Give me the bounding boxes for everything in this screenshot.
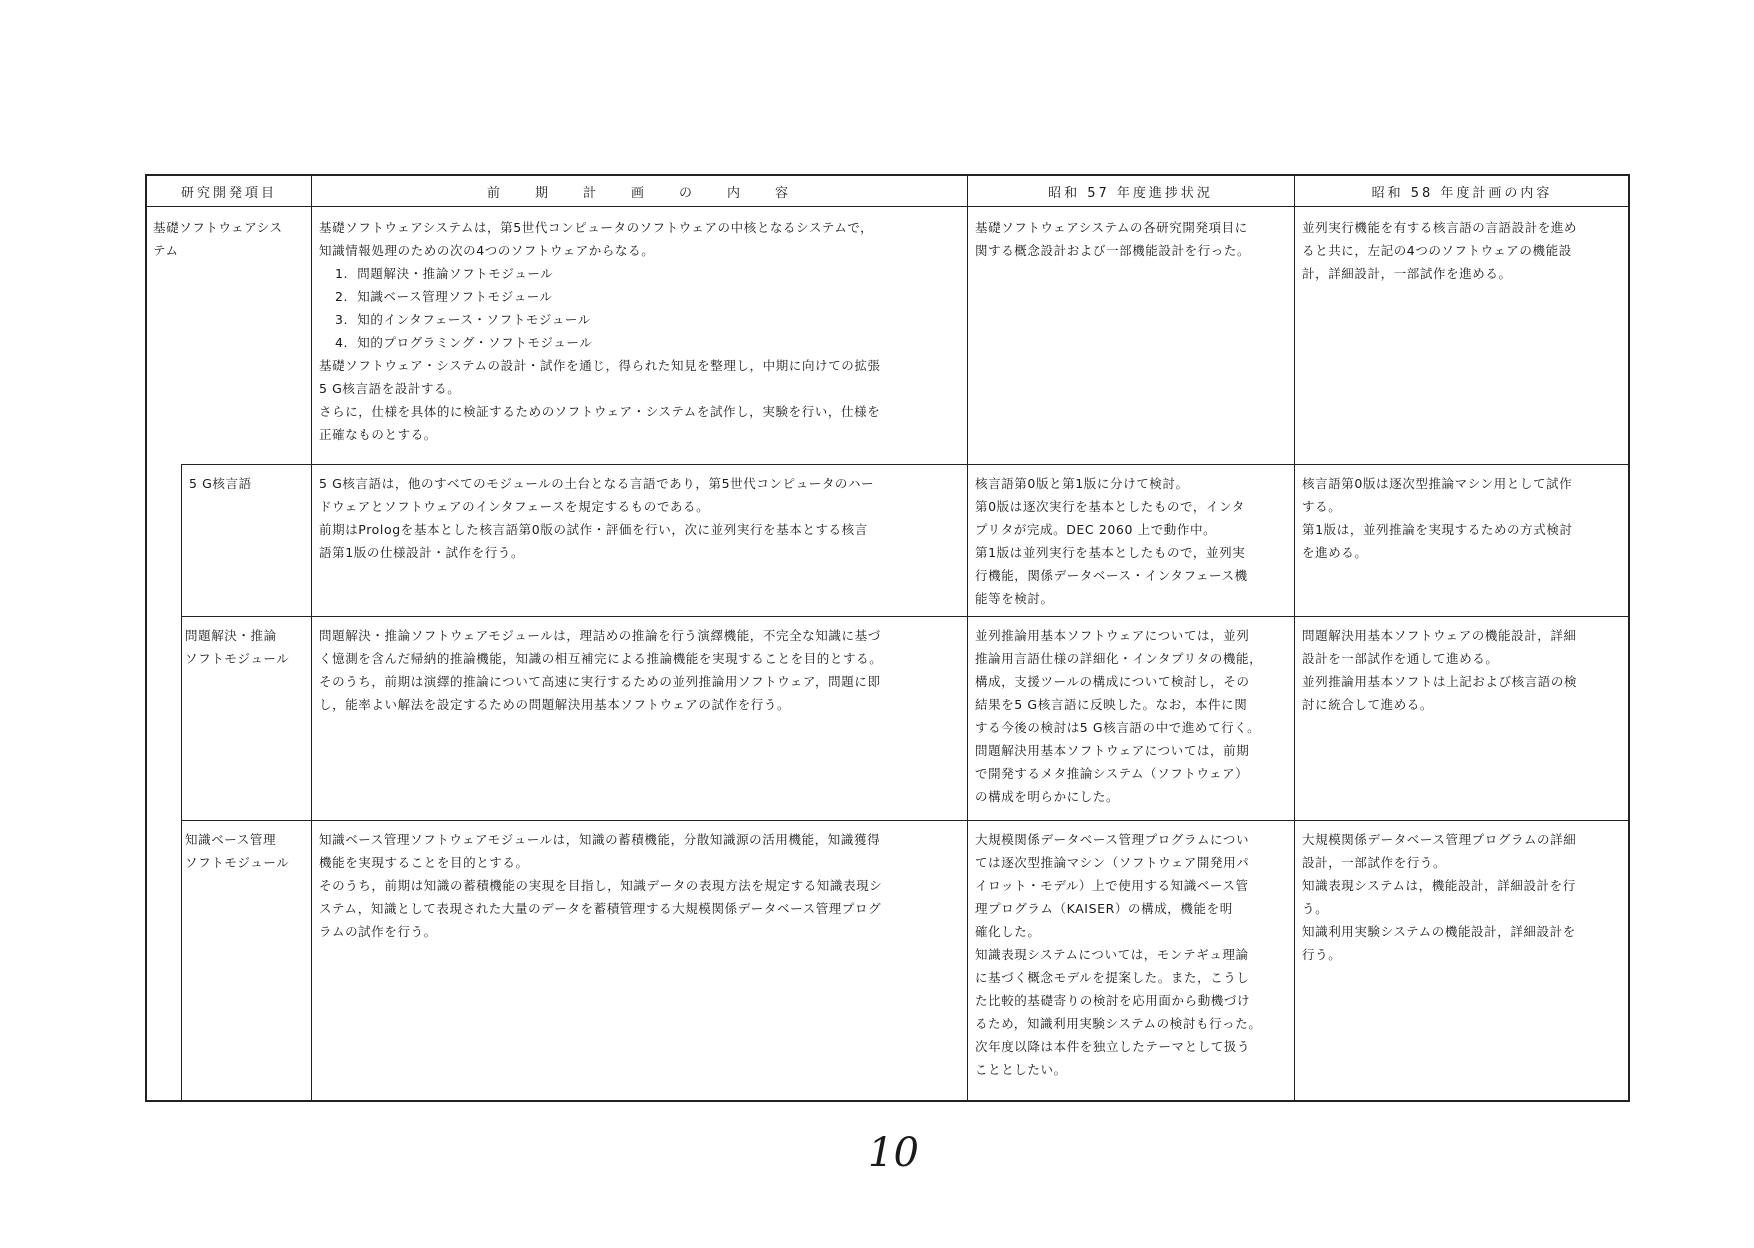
- row-status-line: 知識表現システムについては，モンテギュ理論: [975, 947, 1249, 962]
- row-status-line: 次年度以降は本件を独立したテーマとして扱う: [975, 1039, 1251, 1054]
- column-divider: [967, 176, 968, 1100]
- list-item: 3. 知的インタフェース・ソフトモジュール: [335, 312, 591, 327]
- row-plan-line: 正確なものとする。: [319, 427, 437, 442]
- row-plan-line: く憶測を含んだ帰納的推論機能，知識の相互補完による推論機能を実現することを目的とする。: [319, 651, 883, 666]
- row-status-line: ては逐次型推論マシン（ソフトウェア開発用パ: [975, 855, 1250, 870]
- header-plan-58: 昭和 58 年度計画の内容: [1371, 185, 1553, 201]
- row-plan: [319, 216, 964, 446]
- row-item-line: ソフトモジュール: [185, 855, 290, 870]
- row-plan-line: ラムの試作を行う。: [319, 924, 437, 939]
- row-plan-58: [1302, 624, 1628, 716]
- row-plan-line: し，能率よい解法を設定するための問題解決用基本ソフトウェアの試作を行う。: [319, 697, 791, 712]
- row-item-line: テム: [153, 243, 179, 258]
- row-plan-line: 5 G核言語は，他のすべてのモジュールの土台となる言語であり，第5世代コンピュータのハー: [319, 476, 875, 491]
- row-plan58-line: 問題解決用基本ソフトウェアの機能設計，詳細: [1302, 628, 1577, 643]
- row-status-line: 推論用言語仕様の詳細化・インタプリタの機能，: [975, 651, 1263, 666]
- row-status-line: 関する概念設計および一部機能設計を行った。: [975, 243, 1251, 258]
- row-status-57: [975, 472, 1291, 610]
- row-plan-line: 知識ベース管理ソフトウェアモジュールは，知識の蓄積機能，分散知識源の活用機能，知識獲得: [319, 832, 881, 847]
- row-plan: [319, 828, 964, 943]
- row-status-line: こととしたい。: [975, 1062, 1067, 1077]
- row-status-57: [975, 828, 1291, 1081]
- row-status-line: 理プログラム（KAISER）の構成，機能を明: [975, 901, 1233, 916]
- plan-table: [145, 174, 1630, 1102]
- row-status-line: 結果を5 G核言語に反映した。なお，本件に関: [975, 697, 1248, 712]
- row-plan-line: 機能を実現することを目的とする。: [319, 855, 529, 870]
- row-item-line: ソフトモジュール: [185, 651, 290, 666]
- row-plan-line: 基礎ソフトウェアシステムは，第5世代コンピュータのソフトウェアの中核となるシステムで，: [319, 220, 874, 235]
- row-status-line: 確化した。: [975, 924, 1041, 939]
- row-item-line: 5 G核言語: [189, 476, 252, 491]
- row-status-line: 問題解決用基本ソフトウェアについては，前期: [975, 743, 1250, 758]
- row-status-line: 第1版は並列実行を基本としたもので，並列実: [975, 545, 1246, 560]
- row-status-line: 核言語第0版と第1版に分けて検討。: [975, 476, 1189, 491]
- list-item: 1. 問題解決・推論ソフトモジュール: [335, 266, 554, 281]
- row-plan-58: [1302, 828, 1628, 966]
- row-plan-line: 語第1版の仕様設計・試作を行う。: [319, 545, 525, 560]
- row-plan-line: 問題解決・推論ソフトウェアモジュールは，理詰めの推論を行う演繹機能，不完全な知識に基づ: [319, 628, 881, 643]
- row-item-line: 知識ベース管理: [185, 832, 277, 847]
- row-status-57: [975, 624, 1291, 808]
- row-plan58-line: 討に統合して進める。: [1302, 697, 1434, 712]
- row-item: [189, 472, 309, 495]
- column-divider: [311, 176, 312, 1100]
- row-plan58-line: う。: [1302, 901, 1329, 916]
- row-status-line: の構成を明らかにした。: [975, 789, 1120, 804]
- row-status-line: プリタが完成。DEC 2060 上で動作中。: [975, 522, 1217, 537]
- row-plan58-line: 設計，一部試作を行う。: [1302, 855, 1447, 870]
- row-plan58-line: 並列推論用基本ソフトは上記および核言語の検: [1302, 674, 1578, 689]
- row-plan58-line: 行う。: [1302, 947, 1342, 962]
- row-item: [185, 828, 309, 874]
- row-plan-line: ステム，知識として表現された大量のデータを蓄積管理する大規模関係データベース管理プログ: [319, 901, 882, 916]
- row-rule: [181, 616, 1630, 617]
- row-plan-line: そのうち，前期は演繹的推論について高速に実行するための並列推論用ソフトウェア，問題に即: [319, 674, 881, 689]
- page-number: 10: [868, 1130, 919, 1176]
- row-plan58-line: 並列実行機能を有する核言語の言語設計を進め: [1302, 220, 1578, 235]
- row-plan58-line: 知識表現システムは，機能設計，詳細設計を行: [1302, 878, 1576, 893]
- row-status-line: 第0版は逐次実行を基本としたもので，インタ: [975, 499, 1245, 514]
- row-status-line: るため，知識利用実験システムの検討も行った。: [975, 1016, 1262, 1031]
- row-status-57: [975, 216, 1291, 262]
- row-status-line: する今後の検討は5 G核言語の中で進めて行く。: [975, 720, 1261, 735]
- header-rule: [147, 206, 1630, 207]
- row-item-line: 問題解決・推論: [185, 628, 277, 643]
- row-item-line: 基礎ソフトウェアシス: [153, 220, 283, 235]
- row-status-line: で開発するメタ推論システム（ソフトウェア）: [975, 766, 1249, 781]
- row-plan-line: ドウェアとソフトウェアのインタフェースを規定するものである。: [319, 499, 710, 514]
- row-item: [153, 216, 308, 262]
- row-status-line: た比較的基礎寄りの検討を応用面から動機づけ: [975, 993, 1251, 1008]
- row-plan-line: そのうち，前期は知識の蓄積機能の実現を目指し，知識データの表現方法を規定する知識表現シ: [319, 878, 883, 893]
- row-item: [185, 624, 309, 670]
- row-plan-line: 知識情報処理のための次の4つのソフトウェアからなる。: [319, 243, 655, 258]
- column-divider: [1294, 176, 1295, 1100]
- row-plan58-line: 知識利用実験システムの機能設計，詳細設計を: [1302, 924, 1576, 939]
- row-plan58-line: を進める。: [1302, 545, 1368, 560]
- row-status-line: 大規模関係データベース管理プログラムについ: [975, 832, 1250, 847]
- row-plan-line: さらに，仕様を具体的に検証するためのソフトウェア・システムを試作し，実験を行い，仕様を: [319, 404, 881, 419]
- list-item: 4. 知的プログラミング・ソフトモジュール: [335, 335, 593, 350]
- row-plan: [319, 472, 964, 564]
- row-rule: [181, 820, 1630, 821]
- header-plan: 前 期 計 画 の 内 容: [486, 185, 791, 201]
- row-plan58-line: ると共に，左記の4つのソフトウェアの機能設: [1302, 243, 1572, 258]
- row-status-line: 構成，支援ツールの構成について検討し，その: [975, 674, 1250, 689]
- list-item: 2. 知識ベース管理ソフトモジュール: [335, 289, 553, 304]
- row-status-line: イロット・モデル）上で使用する知識ベース管: [975, 878, 1249, 893]
- row-status-line: 行機能，関係データベース・インタフェース機: [975, 568, 1248, 583]
- row-plan58-line: 計，詳細設計，一部試作を進める。: [1302, 266, 1512, 281]
- row-status-line: 能等を検討。: [975, 591, 1054, 606]
- row-plan58-line: する。: [1302, 499, 1342, 514]
- row-plan: [319, 624, 964, 716]
- header-status-57: 昭和 57 年度進捗状況: [1048, 185, 1213, 201]
- row-plan-58: [1302, 216, 1628, 285]
- row-plan58-line: 核言語第0版は逐次型推論マシン用として試作: [1302, 476, 1573, 491]
- row-plan58-line: 大規模関係データベース管理プログラムの詳細: [1302, 832, 1577, 847]
- header-item: 研究開発項目: [180, 185, 277, 201]
- row-plan-line: 基礎ソフトウェア・システムの設計・試作を通じ，得られた知見を整理し，中期に向けての拡張: [319, 358, 881, 373]
- row-status-line: 基礎ソフトウェアシステムの各研究開発項目に: [975, 220, 1248, 235]
- sub-item-divider: [181, 464, 182, 1100]
- row-status-line: に基づく概念モデルを提案した。また，こうし: [975, 970, 1250, 985]
- row-plan58-line: 第1版は，並列推論を実現するための方式検討: [1302, 522, 1573, 537]
- row-plan-line: 5 G核言語を設計する。: [319, 381, 461, 396]
- row-rule: [181, 464, 1630, 465]
- row-plan-58: [1302, 472, 1628, 564]
- row-plan-line: 前期はPrologを基本とした核言語第0版の試作・評価を行い，次に並列実行を基本とする核言: [319, 522, 868, 537]
- row-status-line: 並列推論用基本ソフトウェアについては，並列: [975, 628, 1250, 643]
- row-plan58-line: 設計を一部試作を通して進める。: [1302, 651, 1499, 666]
